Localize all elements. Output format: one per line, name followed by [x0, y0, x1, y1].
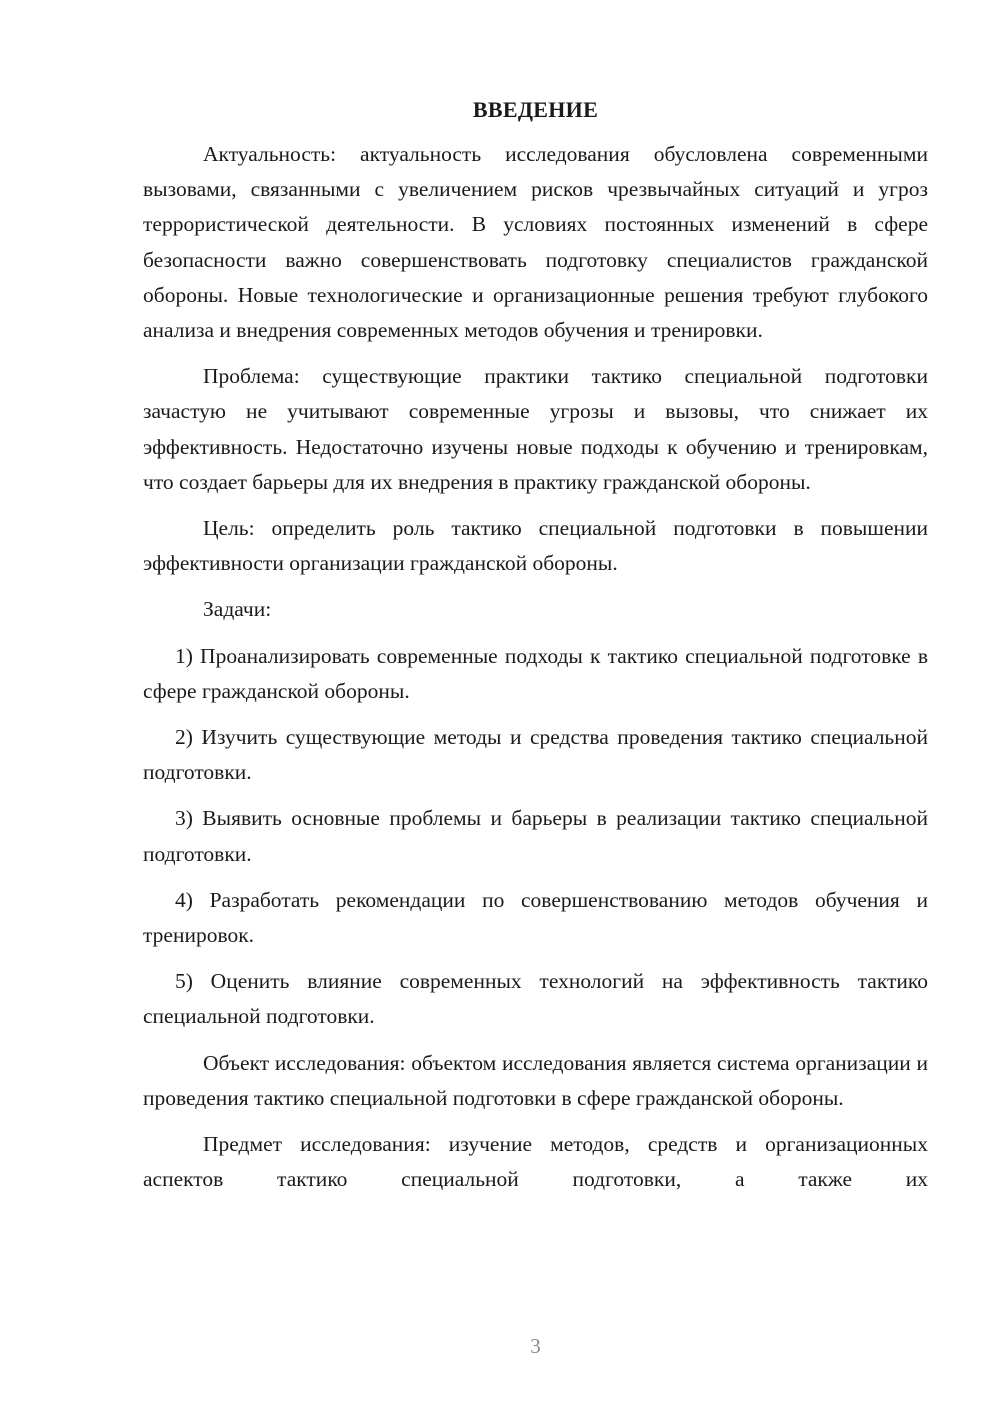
- paragraph-relevance: Актуальность: актуальность исследования обусловлена современными вызовами, связанными с увеличением рисков чрезвычайных ситуаций и угроз террористической деятельности. В условиях постоянных изменений в сфере безопасности важно совершенствовать подготовку специалистов гражданской обороны. Новые технологические и организационные решения требуют глубокого анализа и внедрения современных методов обучения и тренировки.: [143, 142, 928, 343]
- task-item-3: 3) Выявить основные проблемы и барьеры в реализации тактико специальной подготовки.: [143, 806, 928, 866]
- task-item-5: 5) Оценить влияние современных технологий на эффективность тактико специальной подготовки.: [143, 969, 928, 1029]
- tasks-heading: Задачи:: [203, 597, 272, 622]
- paragraph-subject: Предмет исследования: изучение методов, средств и организационных аспектов тактико специальной подготовки, а также их: [143, 1132, 928, 1192]
- task-item-4: 4) Разработать рекомендации по совершенствованию методов обучения и тренировок.: [143, 887, 928, 948]
- task-item-1: 1) Проанализировать современные подходы к тактико специальной подготовке в сфере гражданской обороны.: [143, 643, 928, 703]
- paragraph-problem: Проблема: существующие практики тактико специальной подготовки зачастую не учитывают современные угрозы и вызовы, что снижает их эффективность. Недостаточно изучены новые подходы к обучению и тренировкам, что создает барьеры для их внедрения в практику гражданской обороны.: [143, 364, 928, 494]
- document-page: [143, 95, 928, 1208]
- paragraph-object: Объект исследования: объектом исследования является система организации и проведения тактико специальной подготовки в сфере гражданской обороны.: [143, 1050, 928, 1110]
- task-item-2: 2) Изучить существующие методы и средства проведения тактико специальной подготовки.: [143, 725, 928, 785]
- section-title: ВВЕДЕНИЕ: [472, 97, 599, 122]
- page-number: 3: [530, 1334, 541, 1358]
- paragraph-goal: Цель: определить роль тактико специальной подготовки в повышении эффективности организации гражданской обороны.: [143, 516, 928, 576]
